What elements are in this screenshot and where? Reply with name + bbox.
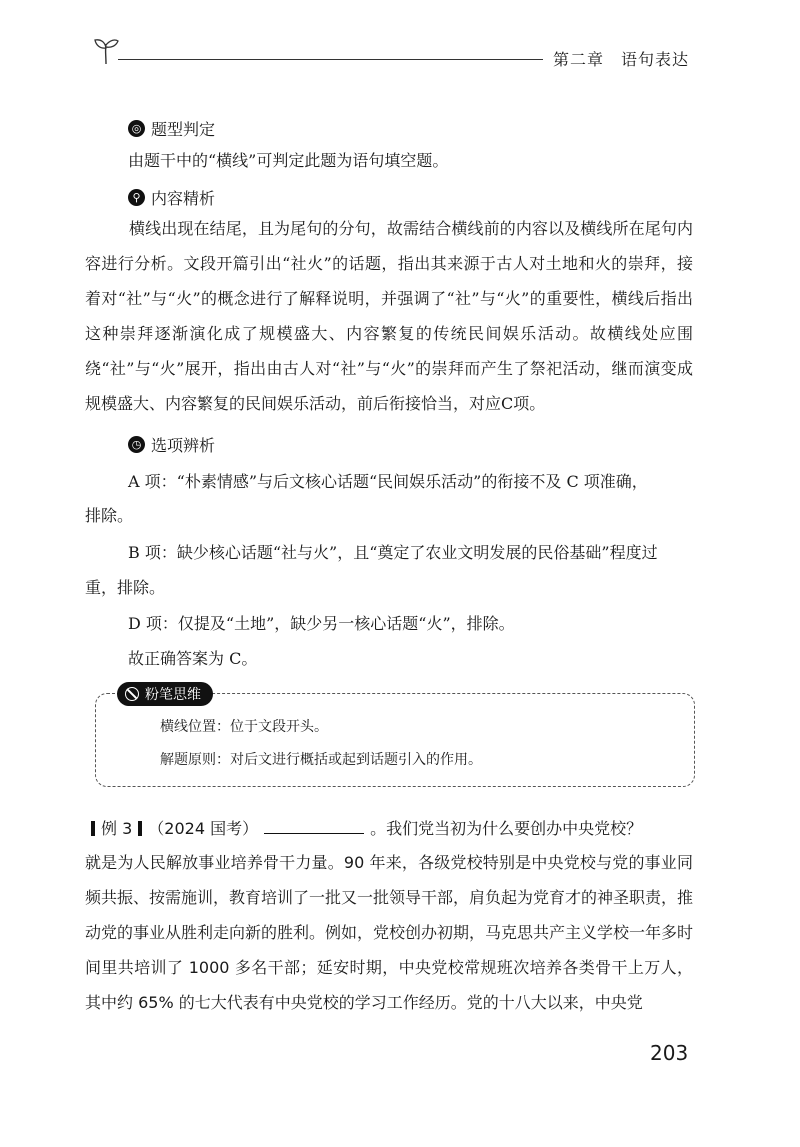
section-title: 选项辨析 — [151, 436, 216, 455]
section-heading-options — [128, 433, 215, 456]
analysis-paragraph: 横线出现在结尾，且为尾句的分句，故需结合横线前的内容以及横线所在尾句内容进行分析。文段开篇引出“社火”的话题，指出其来源于古人对土地和火的崇拜，接着对“社”与“火”的概念进行了解释说明，并强调了“社”与“火”的重要性，横线后指出这种崇拜逐渐演化成了规模盛大、内容繁复的传统民间娱乐活动。故横线处应围绕“社”与“火”展开，指出由古人对“社”与“火”的崇拜而产生了祭祀活动，继而演变成规模盛大、内容繁复的民间娱乐活动，前后衔接恰当，对应C项。 — [85, 219, 693, 413]
type-judgement-text: 由题干中的“横线”可判定此题为语句填空题。 — [128, 151, 449, 170]
chapter-title: 第二章 语句表达 — [553, 50, 690, 69]
example-line1: 。我们党当初为什么要创办中央党校？ — [370, 819, 643, 838]
no-sign-icon — [125, 687, 139, 701]
option-d-line: D 项：仅提及“土地”，缺少另一核心话题“火”，排除。 — [128, 614, 515, 633]
clock-icon: ◷ — [128, 436, 145, 453]
target-icon: ◎ — [128, 120, 145, 137]
section-title: 内容精析 — [151, 189, 216, 208]
example-source: （2024 国考） — [148, 819, 259, 838]
sprout-icon — [93, 36, 119, 66]
option-b-line2: 重，排除。 — [85, 578, 166, 597]
tip-badge — [117, 682, 213, 706]
example-body: 就是为人民解放事业培养骨干力量。90 年来，各级党校特别是中央党校与党的事业同频共振、按需施训，教育培训了一批又一批领导干部，肩负起为党育才的神圣职责，推动党的事业从胜利走向新的胜利。例如，党校创办初期，马克思共产主义学校一年多时间里共培训了 1000 多名干部；延安时期，中央党校常规班次培养各类骨干上万人，其中约 65% 的七大代表有中央党校的学习工作经历。党的十八大以来，中央党 — [85, 853, 694, 1012]
example-marker-right — [138, 821, 142, 836]
option-a-line2: 排除。 — [85, 506, 134, 525]
example-marker-left — [91, 821, 95, 836]
section-title: 题型判定 — [151, 120, 216, 139]
answer-blank — [264, 821, 364, 834]
section-heading-analysis — [128, 186, 215, 209]
tip-line-principle: 解题原则：对后文进行概括或起到话题引入的作用。 — [160, 752, 482, 768]
tip-box — [95, 693, 695, 787]
answer-line: 故正确答案为 C。 — [128, 649, 258, 668]
header-rule — [118, 59, 543, 60]
section-heading-type — [128, 117, 215, 140]
tip-title: 粉笔思维 — [145, 687, 201, 703]
option-a-line1: A 项：“朴素情感”与后文核心话题“民间娱乐活动”的衔接不及 C 项准确， — [128, 472, 648, 491]
page-number: 203 — [650, 1041, 689, 1065]
example-heading — [85, 816, 642, 839]
example-label: 例 3 — [101, 819, 133, 838]
option-b-line1: B 项：缺少核心话题“社与火”，且“奠定了农业文明发展的民俗基础”程度过 — [128, 543, 658, 562]
tip-line-position: 横线位置：位于文段开头。 — [160, 719, 328, 735]
magnifier-icon: ⚲ — [128, 189, 145, 206]
